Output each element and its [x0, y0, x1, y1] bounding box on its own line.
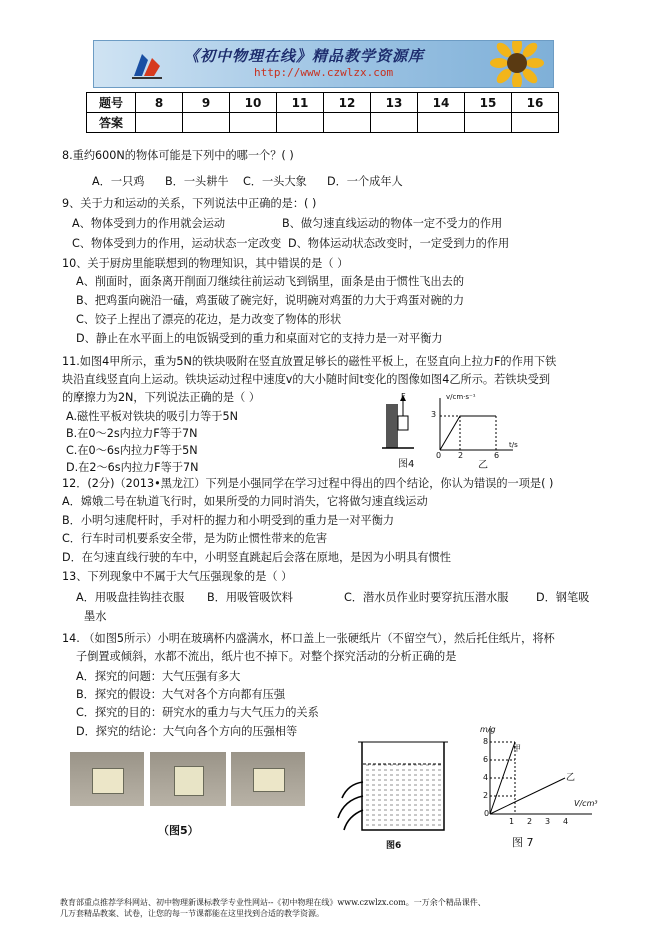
- answer-cell[interactable]: [324, 113, 371, 133]
- fig4-y-label: v/cm·s⁻¹: [446, 393, 476, 401]
- q14-option-c: C．探究的目的：研究水的重力与大气压力的关系: [76, 706, 319, 719]
- q12-stem: 12．(2分)（2013•黑龙江）下列是小强同学在学习过程中得出的四个结论，你认为错误的一项是( ): [62, 477, 554, 490]
- fig5-caption: （图5）: [158, 824, 199, 837]
- q13-option-a: A．用吸盘挂钩挂衣服: [76, 591, 185, 604]
- q13-option-d: D．钢笔吸: [536, 591, 590, 604]
- fig4-x-label: t/s: [509, 441, 518, 449]
- fig7-x-tick: 2: [527, 817, 533, 826]
- q11-stem-line: 块沿直线竖直向上运动。铁块运动过程中速度v的大小随时间t变化的图像如图4乙所示。若铁块受到: [62, 373, 551, 386]
- answer-table-header-row: [87, 93, 559, 113]
- table-number: 10: [230, 93, 277, 113]
- fig5-photo-3: [231, 752, 305, 806]
- figure-4-apparatus: [382, 395, 414, 448]
- q13-option-d-cont: 墨水: [84, 610, 107, 623]
- fig7-series-jia: 甲: [513, 744, 521, 753]
- sunflower-image: [489, 40, 545, 88]
- q14-option-a: A．探究的问题：大气压强有多大: [76, 670, 241, 683]
- answer-table: [86, 92, 559, 133]
- figure-4-graph: [440, 398, 513, 450]
- answer-cell[interactable]: [512, 113, 559, 133]
- fig7-origin: 0: [484, 809, 490, 818]
- footer-line: 教育部重点推荐学科网站、初中物理新课标教学专业性网站--《初中物理在线》www.czwlzx.com。一万余个精品课件、: [60, 898, 486, 907]
- table-number: 16: [512, 93, 559, 113]
- q11-option-a: A.磁性平板对铁块的吸引力等于5N: [66, 410, 238, 423]
- fig4-x-tick: 0: [436, 451, 442, 460]
- answer-cell[interactable]: [183, 113, 230, 133]
- table-number: 12: [324, 93, 371, 113]
- q14-option-b: B．探究的假设：大气对各个方向都有压强: [76, 688, 286, 701]
- answer-cell[interactable]: [230, 113, 277, 133]
- page-footer: [60, 897, 640, 919]
- q12-option-b: B．小明匀速爬杆时，手对杆的握力和小明受到的重力是一对平衡力: [62, 514, 395, 527]
- q9-option-a: A、物体受到力的作用就会运动: [72, 217, 226, 230]
- q9-option-d: D、物体运动状态改变时，一定受到力的作用: [288, 237, 510, 250]
- fig7-y-tick: 2: [483, 791, 489, 800]
- q12-option-a: A．嫦娥二号在轨道飞行时，如果所受的力同时消失，它将做匀速直线运动: [62, 495, 428, 508]
- fig7-y-tick: 4: [483, 773, 489, 782]
- q8-option-c: C．一头大象: [243, 175, 307, 188]
- q11-option-c: C.在0～6s内拉力F等于5N: [66, 444, 198, 457]
- table-number: 11: [277, 93, 324, 113]
- table-number: 15: [465, 93, 512, 113]
- answer-cell[interactable]: [465, 113, 512, 133]
- q14-stem-line: 子倒置或倾斜，水都不流出，纸片也不掉下。对整个探究活动的分析正确的是: [76, 650, 457, 663]
- fig7-x-tick: 1: [509, 817, 515, 826]
- q11-stem-line: 11.如图4甲所示，重为5N的铁块吸附在竖直放置足够长的磁性平板上，在竖直向上拉力F的作用下铁: [62, 355, 557, 368]
- fig6-beaker: [358, 742, 448, 830]
- table-number: 13: [371, 93, 418, 113]
- q12-option-d: D．在匀速直线行驶的车中，小明竖直跳起后会落在原地，是因为小明具有惯性: [62, 551, 451, 564]
- fig4-caption: 图4: [398, 459, 415, 470]
- fig5-photo-1: [70, 752, 144, 806]
- fig7-line-yi: [490, 778, 565, 814]
- q8-option-d: D．一个成年人: [327, 175, 403, 188]
- site-banner: [93, 40, 554, 88]
- fig4-force-label: F: [401, 392, 406, 401]
- fig4-x-tick: 6: [494, 451, 500, 460]
- answer-cell[interactable]: [136, 113, 183, 133]
- table-number: 14: [418, 93, 465, 113]
- fig6-water-jets: [338, 782, 363, 830]
- q14-option-d: D．探究的结论：大气向各个方向的压强相等: [76, 725, 298, 738]
- fig7-series-yi: 乙: [566, 773, 576, 783]
- banner-title: 《初中物理在线》精品教学资源库: [184, 47, 425, 65]
- q8-option-b: B．一头耕牛: [165, 175, 229, 188]
- table-number: 8: [136, 93, 183, 113]
- figure-6: [318, 738, 458, 838]
- q10-option-d: D、静止在水平面上的电饭锅受到的重力和桌面对它的支持力是一对平衡力: [76, 332, 443, 345]
- q10-option-b: B、把鸡蛋向碗沿一磕，鸡蛋破了碗完好，说明碗对鸡蛋的力大于鸡蛋对碗的力: [76, 294, 465, 307]
- fig7-y-label: m/g: [480, 725, 496, 734]
- q12-option-c: C．行车时司机要系安全带，是为防止惯性带来的危害: [62, 532, 328, 545]
- answer-cell[interactable]: [371, 113, 418, 133]
- q11-option-d: D.在2～6s内拉力F等于7N: [66, 461, 199, 474]
- q8-option-a: A．一只鸡: [92, 175, 145, 188]
- fig7-caption: 图 7: [512, 836, 534, 849]
- q13-option-c: C．潜水员作业时要穿抗压潜水服: [344, 591, 509, 604]
- fig7-x-label: V/cm³: [574, 799, 598, 808]
- footer-line: 几万套精品教案、试卷，让您的每一节课都能在这里找到合适的教学资源。: [60, 909, 324, 918]
- fig7-x-tick: 4: [563, 817, 569, 826]
- q8-stem: 8.重约600N的物体可能是下列中的哪一个？( ): [62, 149, 294, 162]
- fig4-x-tick: 2: [458, 451, 464, 460]
- fig4-y-tick: 3: [431, 410, 437, 419]
- q10-stem: 10、关于厨房里能联想到的物理知识，其中错误的是（ ）: [62, 257, 349, 270]
- table-header-label: 题号: [87, 93, 136, 113]
- q9-stem: 9、关于力和运动的关系，下列说法中正确的是：( ): [62, 197, 317, 210]
- fig7-y-tick: 6: [483, 755, 489, 764]
- answer-cell[interactable]: [418, 113, 465, 133]
- q14-stem-line: 14. （如图5所示）小明在玻璃杯内盛满水，杯口盖上一张硬纸片（不留空气），然后托住纸片，将杯: [62, 632, 555, 645]
- answer-cell[interactable]: [277, 113, 324, 133]
- fig4-graph-caption: 乙: [478, 460, 488, 471]
- q11-option-b: B.在0～2s内拉力F等于7N: [66, 427, 198, 440]
- q10-option-a: A、削面时，面条离开削面刀继续往前运动飞到锅里，面条是由于惯性飞出去的: [76, 275, 465, 288]
- table-number: 9: [183, 93, 230, 113]
- q11-stem-line: 的摩擦力为2N，下列说法正确的是（ ）: [62, 391, 261, 404]
- fig6-caption: 图6: [386, 841, 402, 851]
- banner-url[interactable]: http://www.czwlzx.com: [254, 66, 394, 79]
- q10-option-c: C、饺子上捏出了漂亮的花边，是力改变了物体的形状: [76, 313, 342, 326]
- q13-option-b: B．用吸管吸饮料: [207, 591, 293, 604]
- fig7-x-tick: 3: [545, 817, 551, 826]
- q9-option-c: C、物体受到力的作用，运动状态一定改变: [72, 237, 282, 250]
- table-answer-label: 答案: [87, 113, 136, 133]
- fig7-y-tick: 8: [483, 737, 489, 746]
- fig5-photo-2: [150, 752, 226, 806]
- q13-stem: 13、下列现象中不属于大气压强现象的是（ ）: [62, 570, 293, 583]
- answer-table-answer-row: [87, 113, 559, 133]
- q9-option-b: B、做匀速直线运动的物体一定不受力的作用: [282, 217, 503, 230]
- site-logo: [128, 46, 166, 82]
